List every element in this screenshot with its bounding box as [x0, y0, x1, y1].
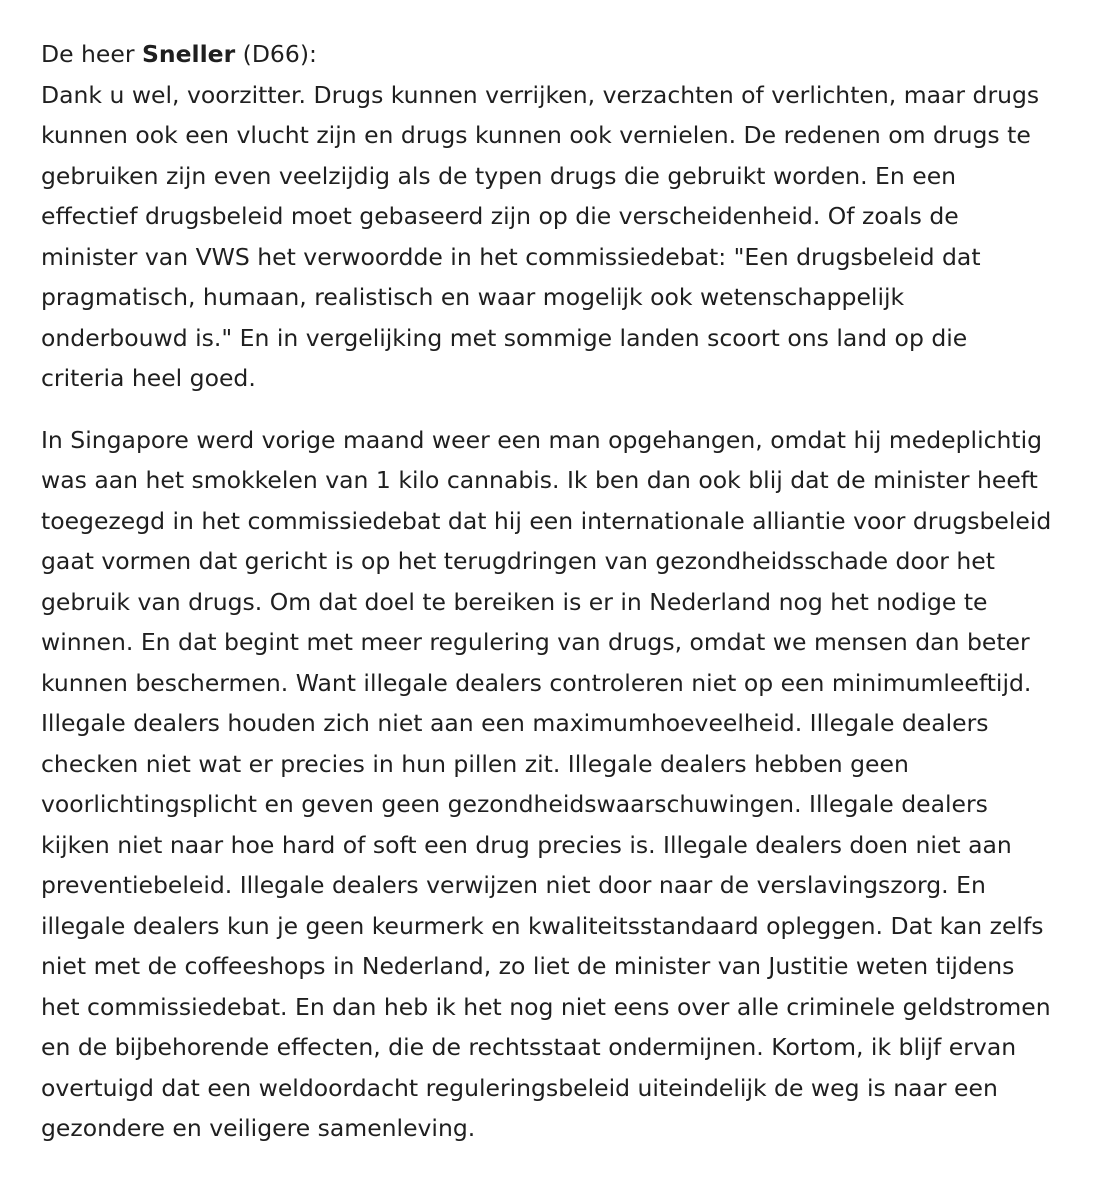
speaker-prefix: De heer [41, 40, 142, 68]
speaker-line [41, 34, 1056, 75]
speech-paragraph-2: In Singapore werd vorige maand weer een man opgehangen, omdat hij medeplichtig was aan het smokkelen van 1 kilo cannabis. Ik ben dan ook blij dat de minister heeft toegezegd in het commissiedebat dat hij een internationale alliantie voor drugsbeleid gaat vormen dat gericht is op het terugdringen van gezondheidsschade door het gebruik van drugs. Om dat doel te bereiken is er in Nederland nog het nodige te winnen. En dat begint met meer regulering van drugs, omdat we mensen dan beter kunnen beschermen. Want illegale dealers controleren niet op een minimumleeftijd. Illegale dealers houden zich niet aan een maximumhoeveelheid. Illegale dealers checken niet wat er precies in hun pillen zit. Illegale dealers hebben geen voorlichtingsplicht en geven geen gezondheidswaarschuwingen. Illegale dealers kijken niet naar hoe hard of soft een drug precies is. Illegale dealers doen niet aan preventiebeleid. Illegale dealers verwijzen niet door naar de verslavingszorg. En illegale dealers kun je geen keurmerk en kwaliteitsstandaard opleggen. Dat kan zelfs niet met de coffeeshops in Nederland, zo liet de minister van Justitie weten tijdens het commissiedebat. En dan heb ik het nog niet eens over alle criminele geldstromen en de bijbehorende effecten, die de rechtsstaat ondermijnen. Kortom, ik blijf ervan overtuigd dat een weldoordacht reguleringsbeleid uiteindelijk de weg is naar een gezondere en veiligere samenleving. [41, 425, 1052, 1142]
speech-paragraph-1: Dank u wel, voorzitter. Drugs kunnen verrijken, verzachten of verlichten, maar drugs kunnen ook een vlucht zijn en drugs kunnen ook vernielen. De redenen om drugs te gebruiken zijn even veelzijdig als de typen drugs die gebruikt worden. En een effectief drugsbeleid moet gebaseerd zijn op die verscheidenheid. Of zoals de minister van VWS het verwoordde in het commissiedebat: "Een drugsbeleid dat pragmatisch, humaan, realistisch en waar mogelijk ook wetenschappelijk onderbouwd is." En in vergelijking met sommige landen scoort ons land op die criteria heel goed. [41, 80, 1040, 392]
speaker-party: (D66): [235, 40, 317, 68]
speech-transcript [41, 34, 1056, 1149]
speaker-name: Sneller [141, 40, 236, 68]
